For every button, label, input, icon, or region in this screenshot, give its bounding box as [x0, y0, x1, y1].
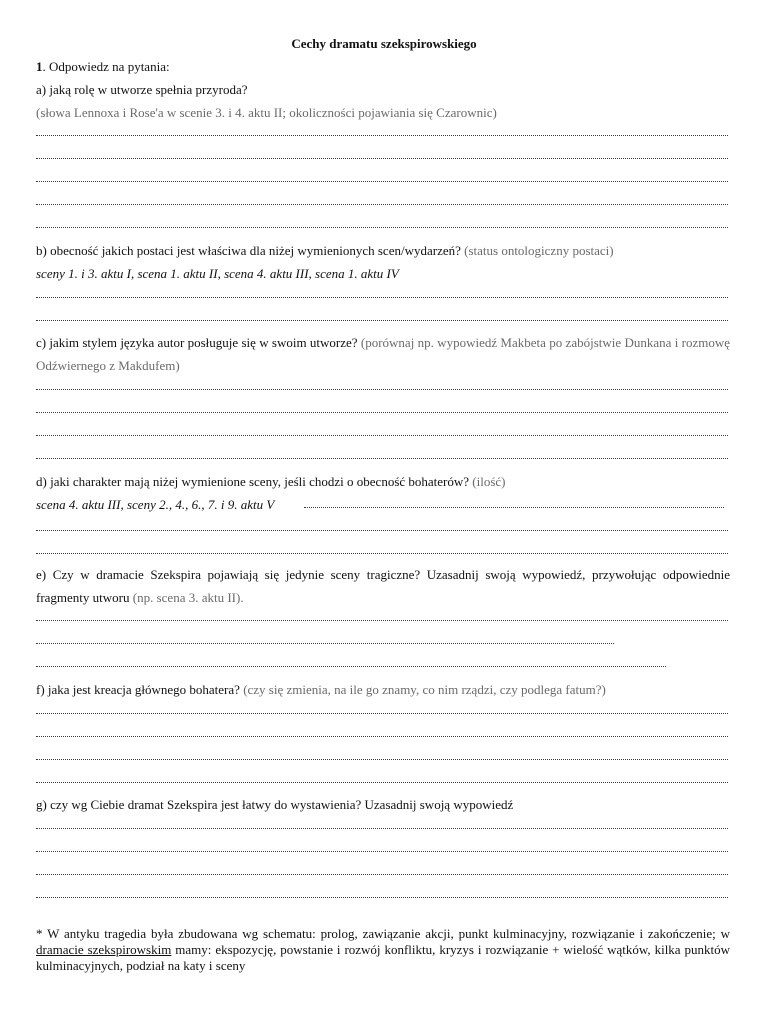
- question-g: g) czy wg Ciebie dramat Szekspira jest łatwy do wystawienia? Uzasadnij swoją wypowiedź: [36, 797, 514, 812]
- page-title: Cechy dramatu szekspirowskiego: [291, 36, 477, 51]
- answer-line-a-4[interactable]: [36, 204, 728, 205]
- question-a: a) jaką rolę w utworze spełnia przyroda?: [36, 82, 248, 97]
- hint-c: (porównaj np. wypowiedź Makbeta po zabójstwie Dunkana i rozmowę Odźwiernego z Makdufem): [36, 335, 730, 373]
- task-instruction: . Odpowiedz na pytania:: [42, 59, 170, 74]
- answer-line-g-1[interactable]: [36, 828, 728, 829]
- answer-line-e-3[interactable]: [36, 666, 666, 667]
- answer-line-c-4[interactable]: [36, 458, 728, 459]
- footnote: [36, 926, 730, 974]
- hint-b: (status ontologiczny postaci): [464, 243, 614, 258]
- answer-line-f-3[interactable]: [36, 759, 728, 760]
- question-b-text: b) obecność jakich postaci jest właściwa dla niżej wymienionych scen/wydarzeń?: [36, 243, 461, 258]
- answer-line-f-1[interactable]: [36, 713, 728, 714]
- hint-d: (ilość): [472, 474, 506, 489]
- answer-line-b-2[interactable]: [36, 320, 728, 321]
- footnote-underlined-term: dramacie szekspirowskim: [36, 942, 172, 957]
- hint-f: (czy się zmienia, na ile go znamy, co nim rządzi, czy podlega fatum?): [243, 682, 606, 697]
- question-f-text: f) jaka jest kreacja głównego bohatera?: [36, 682, 240, 697]
- answer-line-g-3[interactable]: [36, 874, 728, 875]
- answer-line-c-3[interactable]: [36, 435, 728, 436]
- footnote-part-1: * W antyku tragedia była zbudowana wg schematu: prolog, zawiązanie akcji, punkt kulminacyjny, rozwiązanie i zakończenie; w: [36, 926, 730, 941]
- answer-line-a-2[interactable]: [36, 158, 728, 159]
- answer-line-b-1[interactable]: [36, 297, 728, 298]
- answer-line-g-4[interactable]: [36, 897, 728, 898]
- answer-line-f-2[interactable]: [36, 736, 728, 737]
- scenes-d: scena 4. aktu III, sceny 2., 4., 6., 7. i 9. aktu V: [36, 497, 275, 512]
- question-d-text: d) jaki charakter mają niżej wymienione sceny, jeśli chodzi o obecność bohaterów?: [36, 474, 470, 489]
- question-c: [36, 331, 730, 377]
- task-1-heading: [36, 60, 170, 73]
- answer-line-c-2[interactable]: [36, 412, 728, 413]
- hint-a: (słowa Lennoxa i Rose'a w scenie 3. i 4. aktu II; okoliczności pojawiania się Czarownic): [36, 105, 497, 120]
- scenes-b: sceny 1. i 3. aktu I, scena 1. aktu II, scena 4. aktu III, scena 1. aktu IV: [36, 266, 399, 281]
- answer-line-c-1[interactable]: [36, 389, 728, 390]
- answer-line-a-1[interactable]: [36, 135, 728, 136]
- answer-line-d-inline[interactable]: [304, 507, 724, 508]
- answer-line-g-2[interactable]: [36, 851, 728, 852]
- answer-line-a-3[interactable]: [36, 181, 728, 182]
- question-e: [36, 563, 730, 609]
- answer-line-d-1[interactable]: [36, 530, 728, 531]
- task-number: 1: [36, 59, 43, 74]
- answer-line-a-5[interactable]: [36, 227, 728, 228]
- footnote-part-2: mamy: ekspozycję, powstanie i rozwój konfliktu, kryzys i rozwiązanie + wielość wątków, kilka punktów kulminacyjnych, podział na katy i sceny: [36, 942, 731, 973]
- answer-line-e-1[interactable]: [36, 620, 728, 621]
- answer-line-e-2[interactable]: [36, 643, 614, 644]
- question-d: [36, 475, 506, 488]
- question-e-text: e) Czy w dramacie Szekspira pojawiają się jedynie sceny tragiczne? Uzasadnij swoją wypowiedź, przywołując odpowiednie fragmenty utworu: [36, 567, 730, 605]
- answer-line-d-2[interactable]: [36, 553, 728, 554]
- question-f: [36, 683, 606, 696]
- question-c-text: c) jakim stylem języka autor posługuje się w swoim utworze?: [36, 335, 358, 350]
- hint-e: (np. scena 3. aktu II).: [132, 590, 244, 605]
- answer-line-f-4[interactable]: [36, 782, 728, 783]
- question-b: [36, 244, 614, 257]
